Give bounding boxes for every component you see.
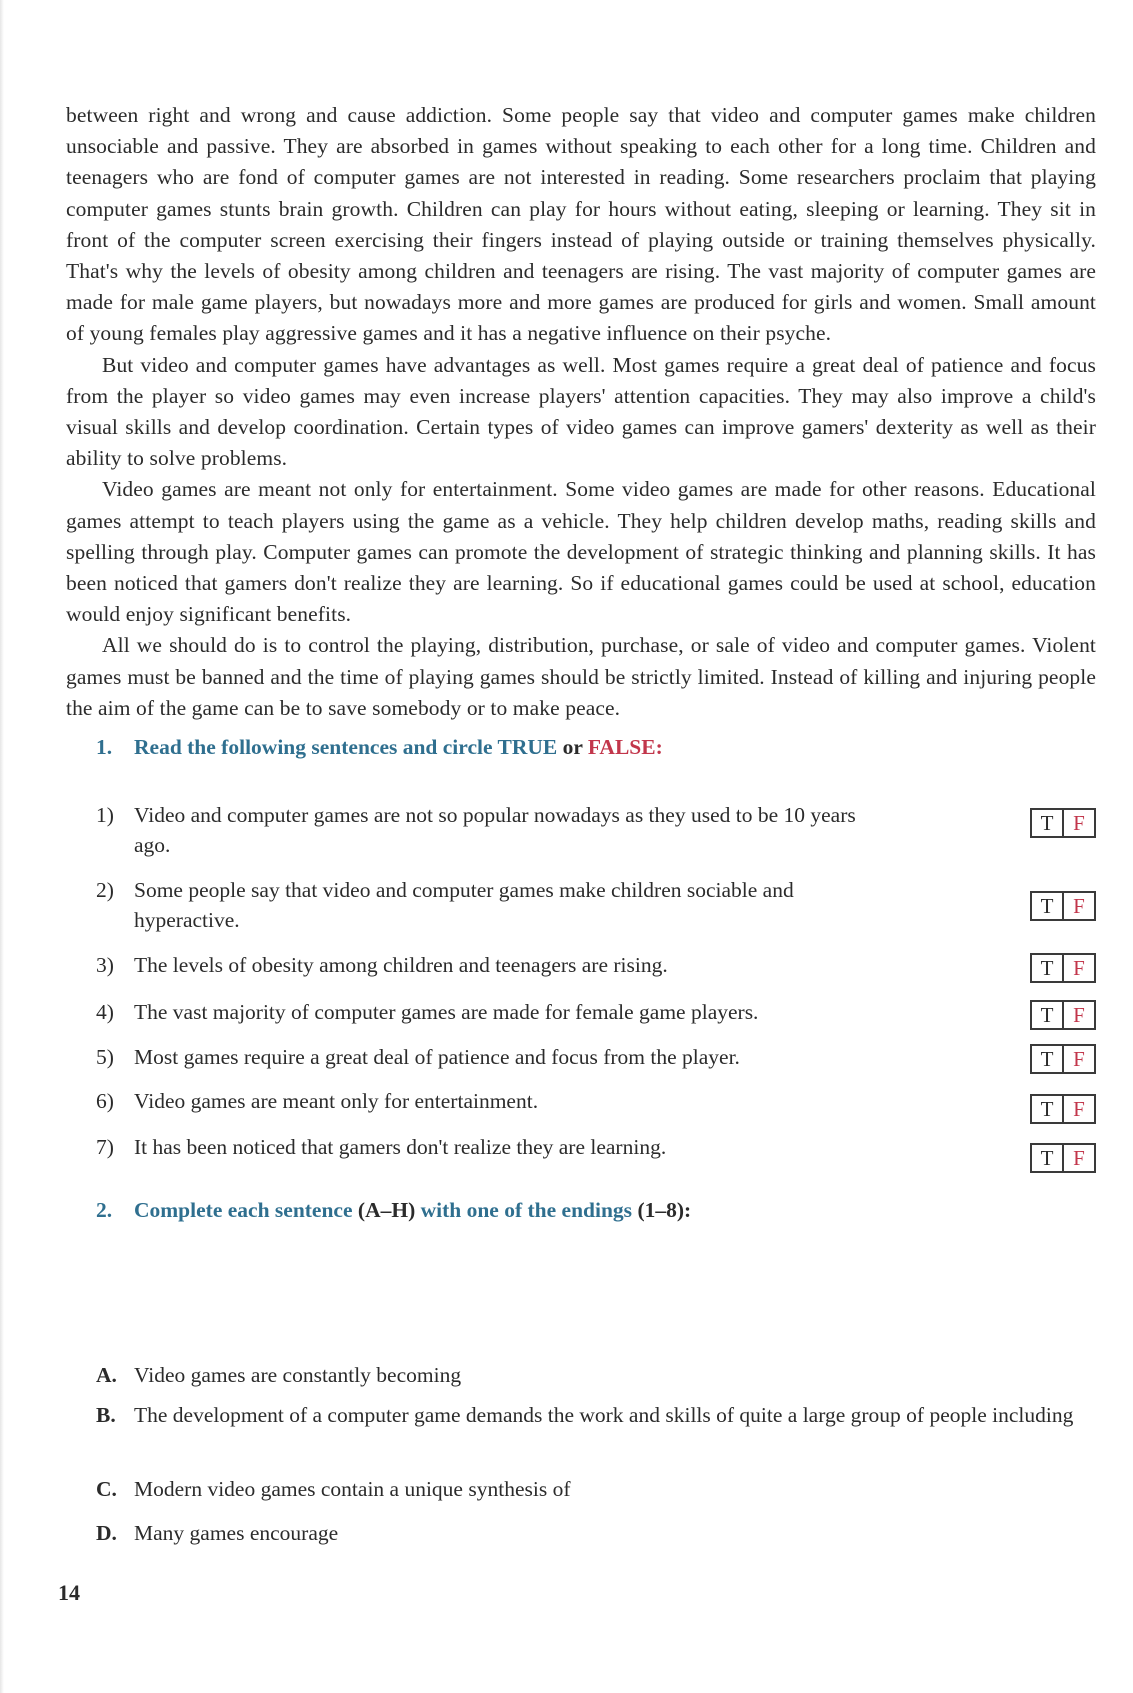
tf-item-number: 2) bbox=[96, 878, 114, 902]
task2-heading-range-letters: (A–H) bbox=[357, 1198, 416, 1222]
tf-item-number: 6) bbox=[96, 1089, 114, 1113]
tf-item-number: 7) bbox=[96, 1135, 114, 1159]
task2-heading bbox=[96, 1198, 691, 1223]
task1-number: 1. bbox=[96, 735, 113, 759]
task1-heading-text: Read the following sentences and circle bbox=[134, 735, 493, 759]
task2-heading-text-2: with one of the endings bbox=[420, 1198, 633, 1222]
tf-answer-box bbox=[1030, 1000, 1096, 1030]
task1-heading-or: or bbox=[562, 735, 583, 759]
true-option[interactable]: T bbox=[1032, 955, 1064, 981]
false-option[interactable]: F bbox=[1073, 1146, 1085, 1170]
sentence-letter: C. bbox=[96, 1477, 117, 1501]
tf-item-text: Video games are meant only for entertainment. bbox=[134, 1089, 539, 1113]
false-option[interactable]: F bbox=[1073, 956, 1085, 980]
tf-answer-box bbox=[1030, 808, 1096, 838]
false-option[interactable]: F bbox=[1073, 1047, 1085, 1071]
false-option[interactable]: F bbox=[1073, 1003, 1085, 1027]
tf-item-text: Most games require a great deal of patience and focus from the player. bbox=[134, 1045, 740, 1069]
tf-item-number: 1) bbox=[96, 803, 114, 827]
tf-item-text: The vast majority of computer games are made for female game players. bbox=[134, 1000, 759, 1024]
page-edge-shadow bbox=[0, 0, 4, 1693]
tf-item-text: Some people say that video and computer games make children sociable and hyperactive. bbox=[134, 878, 794, 932]
sentence-letter: D. bbox=[96, 1521, 117, 1545]
sentence-text: Modern video games contain a unique synthesis of bbox=[134, 1477, 571, 1501]
true-option[interactable]: T bbox=[1032, 893, 1064, 919]
false-option[interactable]: F bbox=[1073, 811, 1085, 835]
page-number: 14 bbox=[58, 1580, 80, 1605]
paragraph-disadvantages: between right and wrong and cause addiction. Some people say that video and computer games make children unsociable and passive. They are absorbed in games without speaking to each other for a long time. Children and teenagers who are fond of computer games are not interested in reading. Some researchers proclaim that playing computer games stunts brain growth. Children can play for hours without eating, sleeping or learning. They sit in front of the computer screen exercising their fingers instead of playing outside or training themselves physically. That's why the levels of obesity among children and teenagers are rising. The vast majority of computer games are made for male game players, but nowadays more and more games are produced for girls and women. Small amount of young females play aggressive games and it has a negative influence on their psyche. bbox=[66, 103, 1096, 346]
paragraph-educational: Video games are meant not only for entertainment. Some video games are made for other reasons. Educational games attempt to teach players using the game as a vehicle. They help children develop maths, reading skills and spelling through play. Computer games can promote the development of strategic thinking and planning skills. It has been noticed that gamers don't realize they are learning. So if educational games could be used at school, education would enjoy significant benefits. bbox=[66, 477, 1096, 627]
tf-item-number: 5) bbox=[96, 1045, 114, 1069]
task1-heading-false: FALSE: bbox=[587, 735, 663, 759]
tf-item-text: The levels of obesity among children and teenagers are rising. bbox=[134, 953, 668, 977]
true-option[interactable]: T bbox=[1032, 1046, 1064, 1072]
tf-answer-box bbox=[1030, 891, 1096, 921]
sentence-text: Video games are constantly becoming bbox=[134, 1363, 462, 1387]
true-option[interactable]: T bbox=[1032, 1145, 1064, 1171]
true-option[interactable]: T bbox=[1032, 1002, 1064, 1028]
tf-answer-box bbox=[1030, 953, 1096, 983]
false-option[interactable]: F bbox=[1073, 894, 1085, 918]
tf-item-text: It has been noticed that gamers don't realize they are learning. bbox=[134, 1135, 667, 1159]
tf-item-number: 3) bbox=[96, 953, 114, 977]
paragraph-control: All we should do is to control the playing, distribution, purchase, or sale of video and computer games. Violent games must be banned and the time of playing games should be strictly limited. Instead of killing and injuring people the aim of the game can be to save somebody or to make peace. bbox=[66, 633, 1096, 720]
sentence-letter: B. bbox=[96, 1403, 116, 1427]
false-option[interactable]: F bbox=[1073, 1097, 1085, 1121]
task2-number: 2. bbox=[96, 1198, 113, 1222]
task2-heading-text: Complete each sentence bbox=[134, 1198, 353, 1222]
true-option[interactable]: T bbox=[1032, 1096, 1064, 1122]
tf-item-text: Video and computer games are not so popular nowadays as they used to be 10 years ago. bbox=[134, 803, 856, 857]
tf-answer-box bbox=[1030, 1143, 1096, 1173]
sentence-letter: A. bbox=[96, 1363, 117, 1387]
task1-heading bbox=[96, 735, 663, 760]
tf-answer-box bbox=[1030, 1044, 1096, 1074]
tf-item-number: 4) bbox=[96, 1000, 114, 1024]
sentence-text: Many games encourage bbox=[134, 1521, 339, 1545]
page-content bbox=[66, 100, 1096, 724]
task1-heading-true: TRUE bbox=[497, 735, 558, 759]
true-option[interactable]: T bbox=[1032, 810, 1064, 836]
sentence-text: The development of a computer game demands the work and skills of quite a large group of people including bbox=[134, 1403, 1074, 1427]
tf-answer-box bbox=[1030, 1094, 1096, 1124]
paragraph-advantages: But video and computer games have advantages as well. Most games require a great deal of patience and focus from the player so video games may even increase players' attention capacities. They may also improve a child's visual skills and develop coordination. Certain types of video games can improve gamers' dexterity as well as their ability to solve problems. bbox=[66, 352, 1096, 471]
task2-heading-range-numbers: (1–8): bbox=[637, 1198, 692, 1222]
